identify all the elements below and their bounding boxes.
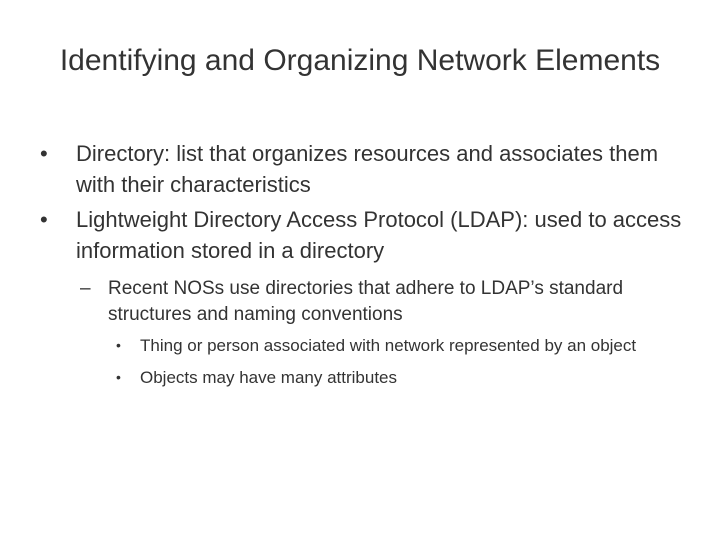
dash-marker: – [80,278,91,299]
bullet-marker: • [40,207,48,232]
sub-sub-bullet-item-object [116,334,700,357]
sub-bullet-text: Recent NOSs use directories that adhere to LDAP’s standard structures and naming conventions [108,278,624,325]
bullet-marker: • [116,369,121,385]
bullet-text: Directory: list that organizes resources and associates them with their characteristics [76,141,659,197]
bullet-text: Lightweight Directory Access Protocol (LDAP): used to access information stored in a directory [76,207,682,263]
slide-title: Identifying and Organizing Network Elements [59,44,661,77]
sub-bullet-item-nos [80,276,700,328]
bullet-marker: • [40,141,48,166]
sub-sub-bullet-item-attributes [116,366,700,389]
bullet-list [40,138,700,398]
bullet-item-directory [40,138,700,200]
sub-sub-bullet-text: Objects may have many attributes [140,368,398,387]
bullet-marker: • [116,337,121,353]
bullet-item-ldap [40,204,700,266]
sub-sub-bullet-text: Thing or person associated with network represented by an object [140,336,637,355]
